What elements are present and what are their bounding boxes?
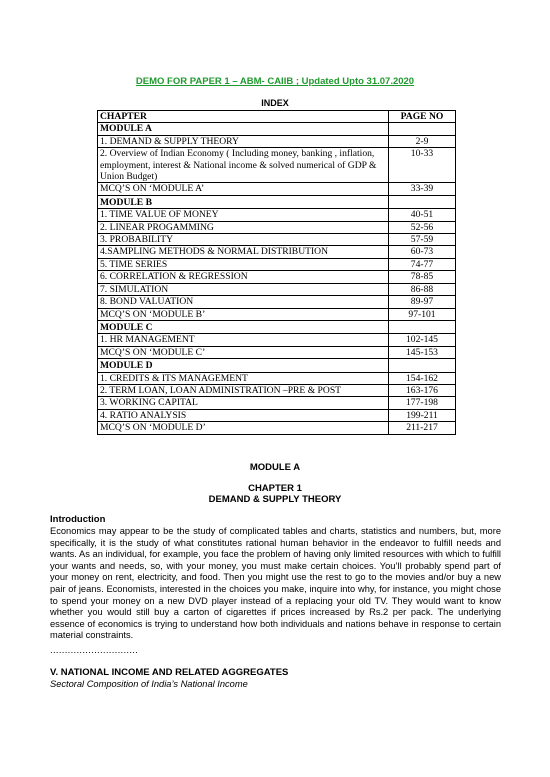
chapter-cell: 5. TIME SERIES: [98, 258, 389, 270]
chapter-cell: 2. LINEAR PROGAMMING: [98, 221, 389, 233]
index-table: [97, 110, 456, 435]
chapter-cell: MCQ’S ON ‘MODULE A’: [98, 183, 389, 195]
module-heading: MODULE A: [249, 462, 301, 473]
page-cell: 199-211: [389, 409, 456, 421]
module-label: MODULE B: [98, 195, 389, 208]
index-row: [98, 183, 456, 195]
page-cell: 33-39: [389, 183, 456, 195]
index-row: [98, 397, 456, 409]
section-subheading: Sectoral Composition of India’s National Income: [50, 679, 248, 689]
index-row: [98, 221, 456, 233]
chapter-column-header: CHAPTER: [98, 111, 389, 123]
chapter-cell: 3. WORKING CAPITAL: [98, 397, 389, 409]
index-table-body: [98, 123, 456, 434]
chapter-cell: 2. TERM LOAN, LOAN ADMINISTRATION –PRE & POST: [98, 384, 389, 396]
index-row: [98, 384, 456, 396]
index-row: [98, 296, 456, 308]
page-cell: 78-85: [389, 271, 456, 283]
index-row: [98, 234, 456, 246]
chapter-cell: 1. TIME VALUE OF MONEY: [98, 209, 389, 221]
demo-title: DEMO FOR PAPER 1 – ABM- CAIIB ; Updated Upto 31.07.2020: [135, 76, 415, 87]
page-cell: 74-77: [389, 258, 456, 270]
page-cell: 102-145: [389, 334, 456, 346]
index-row: [98, 209, 456, 221]
index-row: [98, 334, 456, 346]
page-cell: 89-97: [389, 296, 456, 308]
index-row: [98, 135, 456, 147]
page-cell: [389, 195, 456, 208]
page-cell: 10-33: [389, 148, 456, 183]
module-row: [98, 195, 456, 208]
page-cell: 211-217: [389, 422, 456, 434]
module-label: MODULE A: [98, 123, 389, 135]
page-cell: [389, 359, 456, 372]
page-cell: [389, 320, 456, 333]
page-cell: 40-51: [389, 209, 456, 221]
page-cell: 97-101: [389, 308, 456, 320]
index-row: [98, 283, 456, 295]
page-cell: 52-56: [389, 221, 456, 233]
index-row: [98, 346, 456, 358]
index-header-row: [98, 111, 456, 123]
chapter-cell: 2. Overview of Indian Economy ( Including money, banking , inflation, employment, interest & National income & solved numerical of GDP & Union Budget): [98, 148, 389, 183]
index-row: [98, 246, 456, 258]
page-cell: 57-59: [389, 234, 456, 246]
chapter-cell: MCQ’S ON ‘MODULE D’: [98, 422, 389, 434]
index-row: [98, 422, 456, 434]
page-cell: [389, 123, 456, 135]
chapter-heading: CHAPTER 1: [248, 483, 302, 494]
ellipsis-separator: ..............................: [50, 645, 139, 656]
page-cell: 60-73: [389, 246, 456, 258]
section-heading: V. NATIONAL INCOME AND RELATED AGGREGATES: [50, 667, 289, 678]
page-cell: 145-153: [389, 346, 456, 358]
module-row: [98, 359, 456, 372]
module-row: [98, 320, 456, 333]
module-row: [98, 123, 456, 135]
chapter-cell: MCQ’S ON ‘MODULE B’: [98, 308, 389, 320]
page-cell: 154-162: [389, 372, 456, 384]
chapter-cell: 6. CORRELATION & REGRESSION: [98, 271, 389, 283]
page-cell: 2-9: [389, 135, 456, 147]
index-row: [98, 258, 456, 270]
chapter-cell: 8. BOND VALUATION: [98, 296, 389, 308]
index-row: [98, 372, 456, 384]
page-cell: 86-88: [389, 283, 456, 295]
chapter-cell: 1. CREDITS & ITS MANAGEMENT: [98, 372, 389, 384]
module-label: MODULE D: [98, 359, 389, 372]
index-row: [98, 308, 456, 320]
introduction-paragraph: Economics may appear to be the study of complicated tables and charts, statistics and numbers, but, more specifically, it is the study of what constitutes rational human behavior in the endeavor to fulfill needs and wants. As an individual, for example, you face the problem of having only limited resources with which to fulfill your wants and needs, so, with your money, you must make certain choices. You’ll probably spend part of your money on rent, electricity, and food. Then you might use the rest to go to the movies and/or buy a new pair of jeans. Economists, interested in the choices you make, inquire into why, for instance, you might chose to spend your money on a new DVD player instead of a replacing your old TV. They would want to know whether you would still buy a carton of cigarettes if prices increased by Rs.2 per pack. The underlying essence of economics is trying to understand how both individuals and nations behave in response to certain material constraints.: [50, 526, 501, 641]
chapter-cell: 7. SIMULATION: [98, 283, 389, 295]
introduction-heading: Introduction: [50, 514, 106, 525]
chapter-title: DEMAND & SUPPLY THEORY: [208, 494, 342, 505]
page-column-header: PAGE NO: [389, 111, 456, 123]
chapter-cell: 3. PROBABILITY: [98, 234, 389, 246]
index-row: [98, 409, 456, 421]
chapter-cell: 1. DEMAND & SUPPLY THEORY: [98, 135, 389, 147]
index-row: [98, 148, 456, 183]
page-cell: 163-176: [389, 384, 456, 396]
chapter-cell: 4.SAMPLING METHODS & NORMAL DISTRIBUTION: [98, 246, 389, 258]
chapter-cell: MCQ’S ON ‘MODULE C’: [98, 346, 389, 358]
chapter-cell: 1. HR MANAGEMENT: [98, 334, 389, 346]
page-cell: 177-198: [389, 397, 456, 409]
index-title: INDEX: [261, 98, 289, 108]
module-label: MODULE C: [98, 320, 389, 333]
chapter-cell: 4. RATIO ANALYSIS: [98, 409, 389, 421]
index-row: [98, 271, 456, 283]
